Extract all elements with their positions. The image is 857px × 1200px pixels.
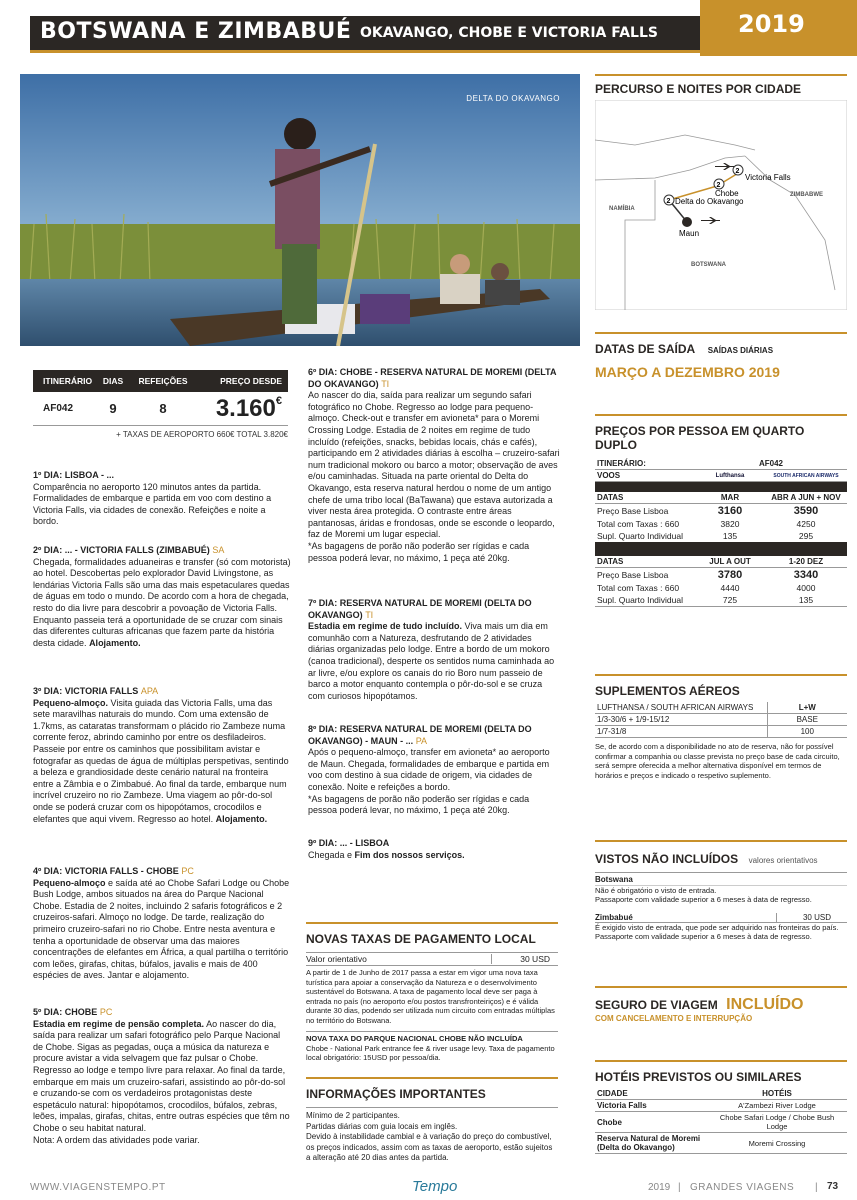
day-text: Chegada, formalidades aduaneiras e transfer (só com motorista) ao hotel. Descobertas pelo explorador David Livingstone, as lendárias Victoria Falls são uma das mais espetaculares quedas de águas em todo o mundo. De acordo com a hora de chegada, resto do dia livre para descobrir a povoação de Victoria Falls. Enquanto passeia terá a oportunidade de se cruzar com sinais das diferentes culturas africanas que fazem parte da história desta cidade.: [33, 556, 291, 648]
local-taxes-title: NOVAS TAXAS DE PAGAMENTO LOCAL: [306, 932, 536, 946]
day-text: Comparência no aeroporto 120 minutos antes da partida. Formalidades de embarque e partida em voo com destino a Victoria Falls, via cidades de conexão. Refeições e noite a bordo.: [33, 481, 272, 527]
day-text: Após o pequeno-almoço, transfer em avioneta* ao aeroporto de Maun. Chegada, formalidades de embarque e partida em voo com destino à sua cidade de origem, via cidades de conexão. Noite e refeições a bordo.: [308, 747, 550, 792]
season-header: MAR: [695, 492, 765, 504]
day-4: [33, 866, 291, 982]
footer-year: 2019: [648, 1182, 671, 1193]
table-row: 1/7-31/8 100: [595, 726, 847, 738]
meal-code: TI: [365, 609, 374, 620]
day-title: 2º DIA: ... - VICTORIA FALLS (ZIMBABUÉ): [33, 545, 210, 555]
day-title: 1º DIA: LISBOA - ...: [33, 470, 114, 480]
hotels-title: HOTÉIS PREVISTOS OU SIMILARES: [595, 1070, 802, 1084]
route-map-box: [595, 74, 847, 315]
insurance-title: SEGURO DE VIAGEM: [595, 998, 718, 1012]
day-text-bold: Alojamento.: [89, 637, 141, 648]
day-3: [33, 686, 291, 825]
air-supplements-note: Se, de acordo com a disponibilidade no ato de reserva, não for possível confirmar a companhia ou classe prevista no preço base de cada circuito, será sempre oferecida a melhor alternativa disponível em termos de horários e preços e indicado o respetivo suplemento.: [595, 742, 840, 780]
meal-code: SA: [212, 545, 225, 555]
departures-subtitle: SAÍDAS DIÁRIAS: [707, 346, 774, 355]
nights-victoria-falls: 2: [735, 168, 740, 175]
day-text-bold: Fim dos nossos serviços.: [354, 849, 465, 860]
itinerary-code: AF042: [43, 403, 74, 414]
air-supplements-table: [595, 702, 847, 738]
saa-logo: SOUTH AFRICAN AIRWAYS: [765, 470, 847, 482]
page-title: BOTSWANA E ZIMBABUÉ: [40, 19, 352, 44]
insurance-included: INCLUÍDO: [726, 996, 804, 1013]
page-subtitle: OKAVANGO, CHOBE E VICTORIA FALLS: [360, 25, 658, 41]
day-8: [308, 724, 560, 817]
visa-zimbabwe-text: É exigido visto de entrada, que pode ser adquirido nas fronteiras do país. Passaporte com validade superior a 6 meses à data de regresso.: [595, 922, 839, 941]
info-line: Mínimo de 2 participantes.: [306, 1111, 400, 1120]
hotels-box: [595, 1060, 847, 1154]
visas-box: [595, 840, 847, 942]
year-badge: [700, 0, 857, 56]
day-title: 8º DIA: RESERVA NATURAL DE MOREMI (DELTA DO OKAVANGO) - MAUN - ...: [308, 724, 532, 746]
day-title: 3º DIA: VICTORIA FALLS: [33, 686, 139, 696]
day-note: *As bagagens de porão não poderão ser rígidas e cada pessoa poderá levar, no máximo, 1 peça até 20kg.: [308, 540, 530, 563]
country-zimbabwe: ZIMBABWE: [790, 192, 823, 198]
hotels-col-city: CIDADE: [595, 1088, 707, 1100]
day-5: [33, 1007, 291, 1146]
meal-code: PA: [415, 735, 428, 746]
visas-subtitle: valores orientativos: [748, 856, 818, 865]
table-row: Total com Taxas : 660 4440 4000: [597, 582, 816, 593]
day-text: Viva mais um dia em comunhão com a Natureza, desfrutando de 2 atividades diárias organizadas pelo lodge. Entre a bordo de um mokoro (canoa tradicional), desperte os sentidos numa caminhada ao ar livre, e/ou explore os canais do rio Boro num passeio de barco a motor enquanto contempla o pôr-do-sol e se cruza com curiosos hipopótamos.: [308, 621, 555, 701]
day-note: *As bagagens de porão não poderão ser rígidas e cada pessoa poderá levar, no máximo, 1 peça até 20kg.: [308, 793, 530, 816]
airport-taxes-note: + TAXAS DE AEROPORTO 660€ TOTAL 3.820€: [116, 430, 288, 439]
prices-title: PREÇOS POR PESSOA EM QUARTO DUPLO: [595, 424, 805, 452]
departures-period: MARÇO A DEZEMBRO 2019: [595, 364, 780, 380]
footer-section: GRANDES VIAGENS: [690, 1182, 795, 1193]
day-text: Ao nascer do dia, saída para realizar um safari fotográfico pelo Parque Nacional de Chobe. Sigas as pegadas, ouça a música da natureza e procure avistar a vida selvagem que faz pulsar o Chobe. Regresso ao lodge e tempo livre para relaxar. Ao final da tarde, embarque em mais um cruzeiro-safari, assistindo ao pôr-do-sol e cruzando-se com os verdadeiros protagonistas deste espetáculo natural: hipopótamos, crocodilos, búfalos, zebras, leões, impalas, girafas, chitas, entre outras espécies que têm no Chobe o seu habitat natural.: [33, 1018, 290, 1133]
local-taxes-text: A partir de 1 de Junho de 2017 passa a estar em vigor uma nova taxa turística para apoiar a conservação da Natureza e o desenvolvimento sustentável do Botswana. A taxa de pagamento local deve ser paga à entrada no país (no aeroporto e/ou postos transfronteiriços) e é válida durante 30 dias, podendo ser utilizada num circuito com entradas múltiplas no território do Botswana.: [306, 968, 555, 1025]
meal-code: PC: [181, 866, 194, 876]
day-text: e saída até ao Chobe Safari Lodge ou Chobe Bush Lodge, ambos situados na área do Parque Nacional Chobe. Estadia de 2 noites, incluindo 2 safaris fotográficos e 2 cruzeiros-safari. Almoço no lodge. De tarde, realização do primeiro cruzeiro-safari no rio Chobe. Entre nesta aventura e tenha a oportunidade de observar uma das maiores concentrações de elefantes em África, a qual partilha o território com leões, girafas, chitas, búfalos, javalis e mais de 400 espécies de aves. Jantar e alojamento.: [33, 877, 290, 981]
hotels-col-hotel: HOTÉIS: [707, 1088, 847, 1100]
day-text: Chegada e: [308, 849, 355, 860]
header-accent-line: [30, 50, 700, 53]
meal-code: APA: [140, 686, 159, 696]
col-days: DIAS: [102, 376, 124, 386]
place-maun: Maun: [679, 229, 700, 238]
itinerary-meals: 8: [159, 401, 167, 416]
route-map: [595, 100, 847, 310]
insurance-box: [595, 986, 847, 1023]
meal-code: PC: [99, 1007, 113, 1017]
itinerary-price: 3.160: [215, 394, 276, 422]
itinerary-table-header: [33, 370, 288, 392]
nights-okavango: 2: [666, 198, 671, 205]
day-7: [308, 598, 560, 702]
day-text-bold-end: Alojamento.: [215, 813, 268, 824]
maun-dot: [682, 217, 692, 227]
air-supplements-title: SUPLEMENTOS AÉREOS: [595, 684, 740, 698]
voos-label: VOOS: [595, 470, 695, 482]
table-row: Supl. Quarto Individual 725 135: [595, 594, 847, 607]
departures-box: [595, 332, 847, 380]
itinerary-days: 9: [109, 401, 117, 416]
photo-caption: DELTA DO OKAVANGO: [466, 94, 560, 103]
col-itinerary: ITINERÁRIO: [43, 376, 93, 386]
chobe-tax-title: NOVA TAXA DO PARQUE NACIONAL CHOBE NÃO INCLUÍDA: [306, 1031, 558, 1044]
footer-website[interactable]: WWW.VIAGENSTEMPO.PT: [30, 1182, 166, 1193]
table-row: 1/3-30/6 + 1/9-15/12 BASE: [595, 714, 847, 726]
dates-label: DATAS: [595, 492, 695, 504]
place-victoria-falls: Victoria Falls: [745, 173, 791, 182]
chobe-tax-text: Chobe - National Park entrance fee & river usage levy. Taxa de pagamento local obrigatório: 15USD por pessoa/dia.: [306, 1043, 555, 1062]
tempo-logo: Tempo: [412, 1178, 458, 1195]
local-taxes-value-row: [306, 952, 558, 966]
table-row: Chobe Chobe Safari Lodge / Chobe Bush Lodge: [595, 1112, 847, 1133]
day-2: [33, 545, 291, 649]
page-number: 73: [827, 1181, 839, 1192]
visas-title: VISTOS NÃO INCLUÍDOS: [595, 852, 739, 866]
season-header: ABR A JUN + NOV: [765, 492, 847, 504]
itinerary-table-row: [33, 392, 288, 426]
page-footer: WWW.VIAGENSTEMPO.PT Tempo 2019 | GRANDES VIAGENS | 73: [30, 1178, 839, 1195]
info-line: Devido à instabilidade cambial e à variação do preço do combustível, os preços indicados, assim com as taxas de aeroporto, estão sujeitos a alteração até 20 dias antes da partida.: [306, 1132, 553, 1162]
local-taxes-box: [306, 922, 558, 1063]
day-text-bold: Pequeno-almoço: [33, 877, 106, 888]
day-text: Ao nascer do dia, saída para realizar um segundo safari fotográfico no Chobe. Regresso ao lodge para pequeno-almoço. Check-out e transfer em avioneta* para o Moremi Crossing Lodge. Estadia de 2 noites em regime de tudo incluído (refeições, snacks, bebidas locais, chás e cafés), participando em 2 atividades diárias à escolha – cruzeiro-safari num tradicional mokoro ou barco a motor; observação de aves e/ou caminhadas. Situada na parte oriental do Delta do Okavango, esta reserva natural herdou o nome de um antigo chefe de uma tribo local (BaTawana) que estava autorizada a viver nesta área protegida. O contraste entre áreas pantanosas, áridas e frondosas, onde se esconde o leopardo, faz de Moremi um lugar especial.: [308, 390, 560, 540]
day-1: [33, 470, 291, 528]
day-title: 7º DIA: RESERVA NATURAL DE MOREMI (DELTA DO OKAVANGO): [308, 598, 532, 620]
day-title: 6º DIA: CHOBE - RESERVA NATURAL DE MOREMI (DELTA DO OKAVANGO): [308, 367, 557, 389]
season-header: 1-20 DEZ: [765, 556, 847, 568]
okavango-photo-illustration: [20, 74, 580, 346]
day-text-bold: Estadia em regime de tudo incluído.: [308, 621, 463, 632]
itinerary-currency: €: [275, 394, 282, 407]
hero-photo: [20, 74, 580, 346]
important-info-box: [306, 1077, 558, 1164]
visa-zimbabwe-title: Zimbabué: [595, 912, 633, 922]
visa-zimbabwe-value: 30 USD: [776, 913, 847, 922]
air-supplements-box: [595, 674, 847, 780]
itin-label: ITINERÁRIO:: [595, 458, 695, 470]
table-row: LUFTHANSA / SOUTH AFRICAN AIRWAYS L+W: [595, 702, 847, 714]
prices-table: [595, 458, 847, 607]
important-info-title: INFORMAÇÕES IMPORTANTES: [306, 1087, 486, 1101]
visa-botswana-text: Não é obrigatório o visto de entrada. Passaporte com validade superior a 6 meses à data de regresso.: [595, 885, 847, 905]
table-row: Supl. Quarto Individual 135 295: [597, 530, 814, 541]
country-botswana: BOTSWANA: [691, 262, 726, 268]
prices-box: [595, 414, 847, 607]
departures-title: DATAS DE SAÍDA: [595, 342, 696, 356]
day-title: 9º DIA: ... - LISBOA: [308, 838, 390, 848]
page-header: [0, 0, 857, 60]
table-row: Victoria Falls A'Zambezi River Lodge: [595, 1100, 847, 1112]
itinerary-table: [33, 370, 288, 439]
year-label: 2019: [738, 10, 805, 38]
table-row: Reserva Natural de Moremi (Delta do Okavango) Moremi Crossing: [595, 1133, 847, 1154]
season-header: JUL A OUT: [695, 556, 765, 568]
day-9: [308, 838, 560, 861]
visa-botswana-title: Botswana: [595, 875, 633, 884]
local-taxes-value: 30 USD: [491, 954, 558, 964]
day-title: 4º DIA: VICTORIA FALLS - CHOBE: [33, 866, 179, 876]
nights-chobe: 2: [716, 182, 721, 189]
col-price: PREÇO DESDE: [220, 376, 282, 386]
col-meals: REFEIÇÕES: [138, 376, 188, 386]
info-line: Partidas diárias com guia locais em inglês.: [306, 1121, 458, 1131]
table-row: Preço Base Lisboa 3780 3340: [597, 568, 819, 581]
insurance-sub: COM CANCELAMENTO E INTERRUPÇÃO: [595, 1014, 753, 1023]
lufthansa-logo: Lufthansa: [695, 470, 765, 482]
day-text-bold: Pequeno-almoço.: [33, 697, 109, 708]
hotels-table: [595, 1088, 847, 1154]
day-6: [308, 367, 560, 564]
place-chobe: Chobe: [715, 189, 739, 198]
day-note: Nota: A ordem das atividades pode variar.: [33, 1134, 200, 1145]
local-taxes-value-label: Valor orientativo: [306, 954, 367, 964]
day-title: 5º DIA: CHOBE: [33, 1007, 98, 1017]
country-namibia: NAMÍBIA: [609, 206, 635, 212]
day-text-bold: Estadia em regime de pensão completa.: [33, 1018, 205, 1029]
day-text: Visita guiada das Victoria Falls, uma das sete maravilhas naturais do mundo. Com uma extensão de 1.7kms, as cataratas transformam o plácido rio Zambeze numa corrente feroz, abrindo caminho por entre os desfiladeiros. Passeie por entre os caminhos que possibilitam avistar e fotografar as quedas de água de múltiplas perspetivas, sentindo a beleza e grandiosidade deste cenário natural na fronteira entre a Zâmbia e o Zimbabué. Ao final da tarde, embarque num incrível cruzeiro no rio Zambeze. Uma viagem ao pôr-do-sol onde se poderá cruzar com os hipopótamos, crocodilos e elefantes que aqui vivem. Regresso ao hotel.: [33, 697, 289, 824]
place-okavango: Delta do Okavango: [675, 197, 744, 206]
table-row: Preço Base Lisboa 3160 3590: [597, 504, 819, 517]
itin-code: AF042: [695, 458, 847, 470]
route-title: PERCURSO E NOITES POR CIDADE: [595, 82, 802, 96]
meal-code: TI: [381, 378, 390, 389]
table-row: Total com Taxas : 660 3820 4250: [597, 518, 816, 529]
dates-label: DATAS: [595, 556, 695, 568]
